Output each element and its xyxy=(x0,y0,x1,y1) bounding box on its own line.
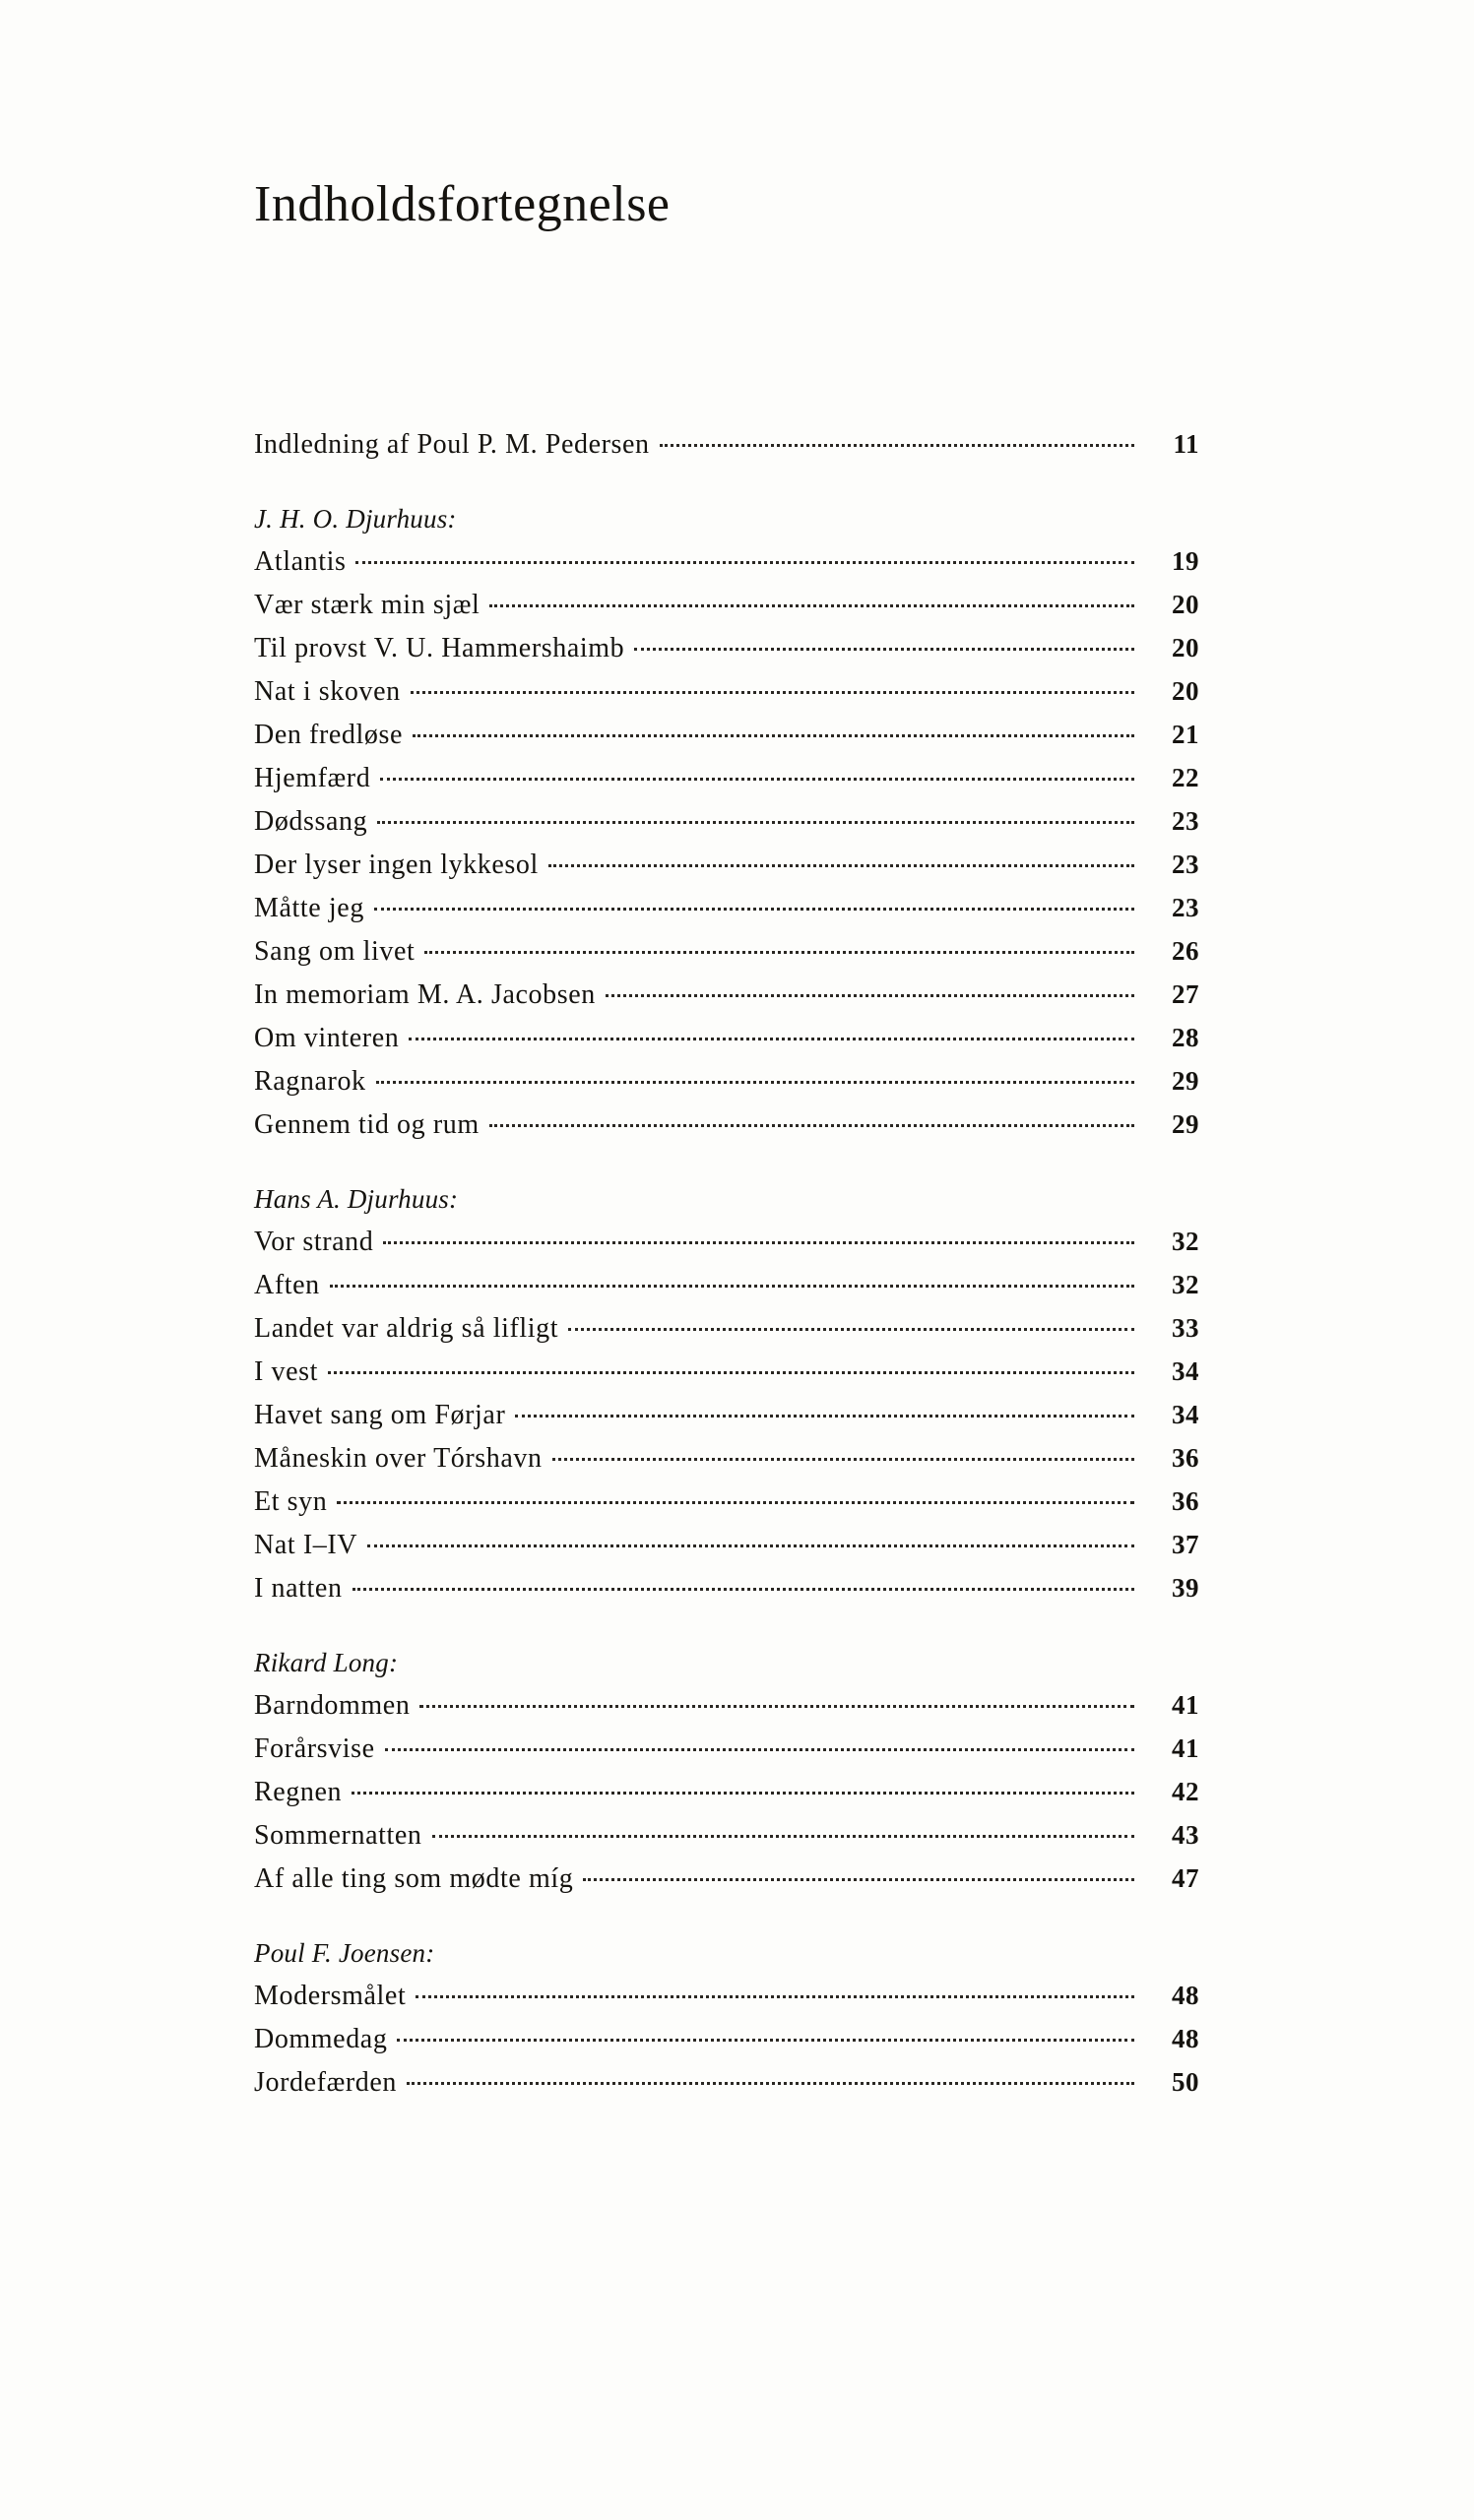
dot-leader xyxy=(385,1747,1134,1751)
list-item[interactable] xyxy=(254,930,1199,974)
dot-leader xyxy=(548,863,1134,867)
toc-entry-page: 37 xyxy=(1172,1530,1199,1559)
list-item[interactable] xyxy=(254,1975,1199,2018)
toc-entry-label: Havet sang om Førjar xyxy=(254,1400,506,1430)
toc-entry-page: 20 xyxy=(1172,633,1199,662)
toc-entry-label: Sommernatten xyxy=(254,1820,422,1851)
dot-leader xyxy=(367,1544,1134,1547)
list-item[interactable] xyxy=(254,1858,1199,1901)
dot-leader xyxy=(489,603,1134,607)
list-item[interactable] xyxy=(254,584,1199,627)
toc-group-3 xyxy=(254,1938,1199,2105)
section-spacer xyxy=(254,1147,1199,1184)
dot-leader xyxy=(330,1284,1134,1288)
section-spacer xyxy=(254,467,1199,504)
list-item[interactable] xyxy=(254,844,1199,887)
dot-leader xyxy=(328,1370,1134,1374)
toc-entry-label: Der lyser ingen lykkesol xyxy=(254,850,539,880)
toc-entry-label: Regnen xyxy=(254,1777,343,1807)
toc-entry-label: Dommedag xyxy=(254,2024,388,2054)
toc-entry-label: Måneskin over Tórshavn xyxy=(254,1443,543,1474)
toc-entry-label: Modersmålet xyxy=(254,1981,407,2011)
list-item[interactable] xyxy=(254,670,1199,714)
list-item[interactable] xyxy=(254,757,1199,800)
toc-entry-label: Vor strand xyxy=(254,1227,374,1257)
toc-group-heading: Hans A. Djurhuus: xyxy=(254,1184,459,1214)
toc-entry-page: 32 xyxy=(1172,1227,1199,1256)
toc-entry-page: 41 xyxy=(1172,1733,1199,1763)
dot-leader xyxy=(419,1704,1134,1708)
toc-entry-page: 29 xyxy=(1172,1066,1199,1096)
dot-leader xyxy=(352,1587,1134,1591)
list-item[interactable] xyxy=(254,1728,1199,1771)
toc-entry-page: 20 xyxy=(1172,676,1199,706)
toc-entry-label: Aften xyxy=(254,1270,320,1300)
list-item[interactable] xyxy=(254,1060,1199,1103)
toc-entry-page: 36 xyxy=(1172,1443,1199,1473)
dot-leader xyxy=(407,2081,1134,2085)
list-item[interactable] xyxy=(254,2018,1199,2061)
toc-entry-page: 34 xyxy=(1172,1356,1199,1386)
toc-entry-page: 28 xyxy=(1172,1023,1199,1052)
toc-entry-page: 29 xyxy=(1172,1109,1199,1139)
section-spacer xyxy=(254,1610,1199,1648)
toc-group-heading: J. H. O. Djurhuus: xyxy=(254,504,457,534)
toc-entry-label: Atlantis xyxy=(254,546,347,577)
dot-leader xyxy=(432,1834,1135,1838)
list-item[interactable] xyxy=(254,1307,1199,1351)
toc-entry-page: 48 xyxy=(1172,2024,1199,2053)
toc-entry-label: In memoriam M. A. Jacobsen xyxy=(254,979,596,1010)
dot-leader xyxy=(352,1791,1134,1795)
dot-leader xyxy=(634,647,1134,651)
toc-entry-label: Ragnarok xyxy=(254,1066,366,1097)
section-spacer xyxy=(254,1901,1199,1938)
list-item[interactable] xyxy=(254,1394,1199,1437)
page-title: Indholdsfortegnelse xyxy=(254,176,671,232)
toc-group-0 xyxy=(254,504,1199,1147)
toc-entry-label: Den fredløse xyxy=(254,720,404,750)
toc-entry-label: Gennem tid og rum xyxy=(254,1109,480,1140)
toc-intro-entry xyxy=(254,423,1199,467)
list-item[interactable] xyxy=(254,1480,1199,1524)
list-item[interactable] xyxy=(254,1437,1199,1480)
dot-leader xyxy=(380,777,1134,781)
toc-entry-label: Et syn xyxy=(254,1486,328,1517)
list-item[interactable] xyxy=(254,1771,1199,1814)
toc-entry-label: Jordefærden xyxy=(254,2067,398,2098)
toc-entry-page: 39 xyxy=(1172,1573,1199,1603)
toc-entry-page: 27 xyxy=(1172,979,1199,1009)
toc-group-heading: Poul F. Joensen: xyxy=(254,1938,435,1968)
toc-group-1 xyxy=(254,1184,1199,1610)
dot-leader xyxy=(552,1457,1134,1461)
toc-entry-page: 32 xyxy=(1172,1270,1199,1299)
toc-entry-label: Barndommen xyxy=(254,1690,411,1721)
dot-leader xyxy=(660,443,1134,447)
toc-group-2 xyxy=(254,1648,1199,1901)
list-item[interactable] xyxy=(254,1264,1199,1307)
toc-entry-page: 43 xyxy=(1172,1820,1199,1850)
toc-entry-label: Af alle ting som mødte míg xyxy=(254,1863,574,1894)
list-item[interactable] xyxy=(254,887,1199,930)
toc-entry-page: 36 xyxy=(1172,1486,1199,1516)
toc-entry-label: I vest xyxy=(254,1356,319,1387)
toc-entry-label: Hjemfærd xyxy=(254,763,371,793)
dot-leader xyxy=(397,2038,1134,2042)
toc-entry-page: 11 xyxy=(1173,429,1199,459)
dot-leader xyxy=(377,820,1134,824)
dot-leader xyxy=(337,1500,1134,1504)
list-item[interactable] xyxy=(254,1103,1199,1147)
dot-leader xyxy=(409,1037,1134,1040)
toc-entry-page: 21 xyxy=(1172,720,1199,749)
toc-entry-page: 41 xyxy=(1172,1690,1199,1720)
dot-leader xyxy=(374,907,1134,911)
dot-leader xyxy=(376,1080,1134,1084)
toc-entry-label: Landet var aldrig så lifligt xyxy=(254,1313,559,1344)
toc-entry-page: 48 xyxy=(1172,1981,1199,2010)
dot-leader xyxy=(515,1414,1134,1418)
toc-entry-page: 26 xyxy=(1172,936,1199,966)
toc-entry-page: 22 xyxy=(1172,763,1199,792)
toc-entry-page: 50 xyxy=(1172,2067,1199,2097)
toc-entry-page: 33 xyxy=(1172,1313,1199,1343)
list-item[interactable] xyxy=(254,1351,1199,1394)
list-item[interactable] xyxy=(254,1814,1199,1858)
toc-entry-label: Om vinteren xyxy=(254,1023,400,1053)
dot-leader xyxy=(583,1877,1134,1881)
dot-leader xyxy=(489,1123,1134,1127)
dot-leader xyxy=(411,690,1134,694)
dot-leader xyxy=(568,1327,1134,1331)
list-item[interactable] xyxy=(254,1684,1199,1728)
toc-entry-page: 23 xyxy=(1172,850,1199,879)
dot-leader xyxy=(606,993,1134,997)
list-item[interactable] xyxy=(254,540,1199,584)
toc-entry-label: Vær stærk min sjæl xyxy=(254,590,481,620)
toc-entry-page: 20 xyxy=(1172,590,1199,619)
list-item[interactable] xyxy=(254,1017,1199,1060)
list-item[interactable] xyxy=(254,1567,1199,1610)
dot-leader xyxy=(383,1240,1134,1244)
toc-entry-label: Forårsvise xyxy=(254,1733,375,1764)
dot-leader xyxy=(424,950,1134,954)
toc-entry-label: Nat I–IV xyxy=(254,1530,358,1560)
toc-entry-page: 34 xyxy=(1172,1400,1199,1429)
toc-entry-page: 23 xyxy=(1172,893,1199,922)
list-item[interactable] xyxy=(254,714,1199,757)
toc-entry-page: 42 xyxy=(1172,1777,1199,1806)
toc-entry-label: Dødssang xyxy=(254,806,368,837)
toc-entry-label: Til provst V. U. Hammershaimb xyxy=(254,633,625,663)
toc-entry-label: Måtte jeg xyxy=(254,893,364,923)
toc-entry-label: Sang om livet xyxy=(254,936,416,967)
toc-entry-page: 47 xyxy=(1172,1863,1199,1893)
list-item[interactable] xyxy=(254,974,1199,1017)
list-item[interactable] xyxy=(254,1221,1199,1264)
toc-group-heading: Rikard Long: xyxy=(254,1648,399,1677)
list-item[interactable] xyxy=(254,1524,1199,1567)
list-item[interactable] xyxy=(254,2061,1199,2105)
list-item[interactable] xyxy=(254,423,1199,467)
toc-entry-label: Nat i skoven xyxy=(254,676,401,707)
list-item[interactable] xyxy=(254,627,1199,670)
toc-entry-label: Indledning af Poul P. M. Pedersen xyxy=(254,429,650,460)
toc-entry-page: 19 xyxy=(1172,546,1199,576)
toc-entry-label: I natten xyxy=(254,1573,343,1604)
toc-entry-page: 23 xyxy=(1172,806,1199,836)
table-of-contents xyxy=(254,423,1199,2105)
dot-leader xyxy=(416,1994,1134,1998)
dot-leader xyxy=(413,733,1134,737)
dot-leader xyxy=(355,560,1134,564)
list-item[interactable] xyxy=(254,800,1199,844)
